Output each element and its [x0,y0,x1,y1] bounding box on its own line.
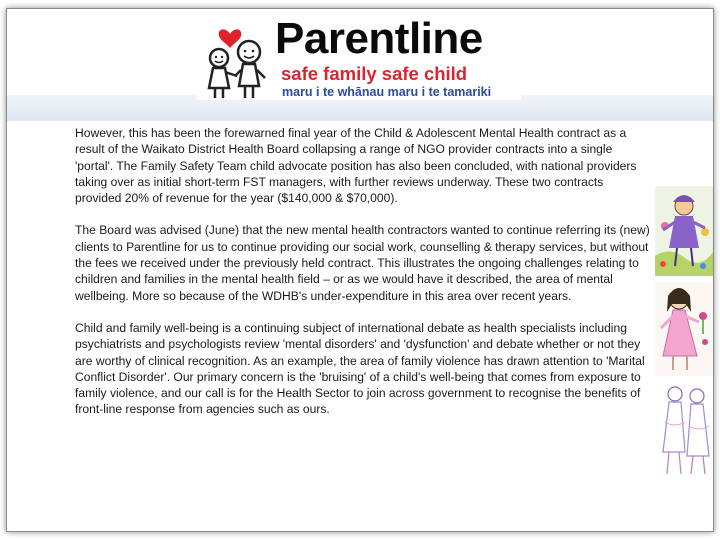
paragraph: Child and family well-being is a continuing subject of international debate as health specialists including psychiatrists and psychologists review 'mental disorders' and 'dysfunction' and debate whether or not they are worthy of clinical recognition. As an example, the area of family violence has drawn attention to 'Marital Conflict Disorder'. Our primary concern is the 'bruising' of a child's well-being that comes from exposure to family violence, and our call is for the Health Sector to join across government to recognise the benefits of front-line response from agencies such as ours. [75,320,645,417]
family-figures-icon [197,12,277,100]
child-drawing-two-figures [655,382,713,478]
paragraph: The Board was advised (June) that the new mental health contractors wanted to continue referring its (new) clients to Parentline for us to continue providing our social work, counselling & therapy services, but without the fees we received under the previously held contract. This illustrates the ongoing challenges relating to children and families in the mental health field – or as we would have it described, the area of mental wellbeing. More so because of the WDHB's under-expenditure in this area over recent years. [75,223,650,303]
paragraph: However, this has been the forewarned final year of the Child & Adolescent Mental Health contract as a result of the Waikato District Health Board collapsing a range of NGO provider contracts into a single 'portal'. The Family Safety Team child advocate position has also been concluded, with national providers taking over as initial short-term FST managers, with further reviews underway. These two contracts provided 20% of revenue for the year ($140,000 & $70,000). [75,126,637,206]
child-drawing-girl-with-flowers [655,186,713,276]
logo-maori-line: maru i te whānau maru i te tamariki [282,85,492,99]
body-text [75,125,650,434]
logo-title: Parentline [275,14,483,63]
parentline-logo [197,12,521,100]
child-drawing-girl-in-pink-dress [655,282,713,376]
logo-tagline: safe family safe child [281,63,468,84]
